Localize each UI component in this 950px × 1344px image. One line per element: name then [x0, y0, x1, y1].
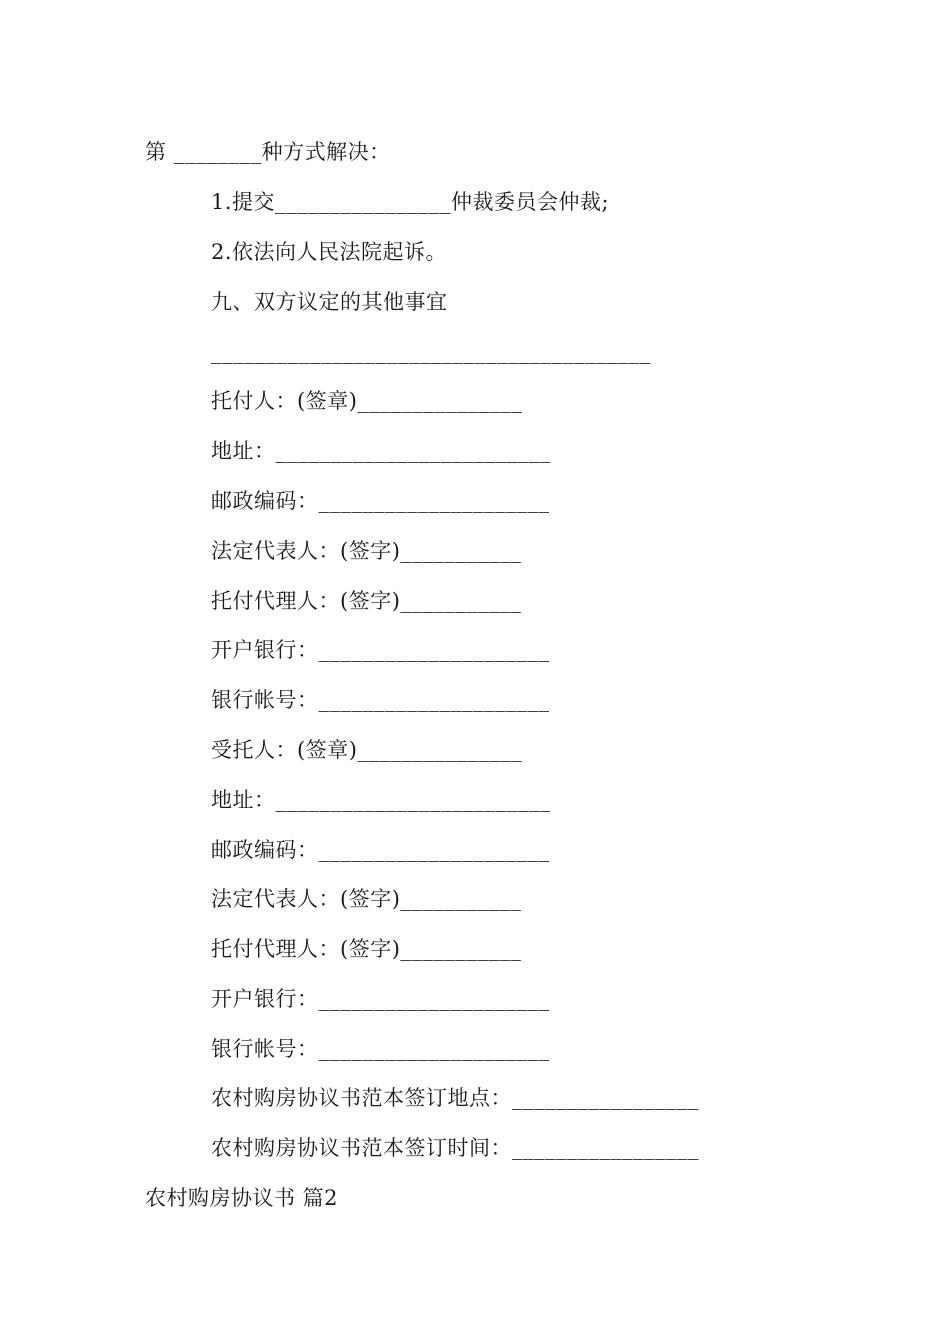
principal-legal-rep: 法定代表人：(签字)___________ — [211, 539, 522, 563]
principal-postcode: 邮政编码：_____________________ — [211, 489, 550, 513]
agent-legal-rep: 法定代表人：(签字)___________ — [211, 887, 522, 911]
arbitration-option: 1.提交________________仲裁委员会仲裁; — [211, 190, 610, 214]
agent-proxy: 托付代理人：(签字)___________ — [211, 937, 522, 961]
next-section-title: 农村购房协议书 篇2 — [145, 1186, 339, 1210]
blank-line: ________________________________________ — [211, 340, 651, 364]
principal-account: 银行帐号：_____________________ — [211, 688, 550, 712]
signing-time: 农村购房协议书范本签订时间：_________________ — [211, 1136, 699, 1160]
principal-signature: 托付人：(签章)_______________ — [211, 389, 523, 413]
agent-signature: 受托人：(签章)_______________ — [211, 738, 523, 762]
agent-bank: 开户银行：_____________________ — [211, 987, 550, 1011]
agent-postcode: 邮政编码：_____________________ — [211, 838, 550, 862]
agent-address: 地址：_________________________ — [211, 788, 551, 812]
principal-agent: 托付代理人：(签字)___________ — [211, 589, 522, 613]
agent-account: 银行帐号：_____________________ — [211, 1037, 550, 1061]
signing-place: 农村购房协议书范本签订地点：_________________ — [211, 1086, 699, 1110]
principal-address: 地址：_________________________ — [211, 439, 551, 463]
section-heading-other-matters: 九、双方议定的其他事宜 — [211, 290, 448, 314]
lawsuit-option: 2.依法向人民法院起诉。 — [211, 240, 448, 264]
dispute-method-line: 第 ________种方式解决： — [145, 140, 391, 164]
principal-bank: 开户银行：_____________________ — [211, 638, 550, 662]
